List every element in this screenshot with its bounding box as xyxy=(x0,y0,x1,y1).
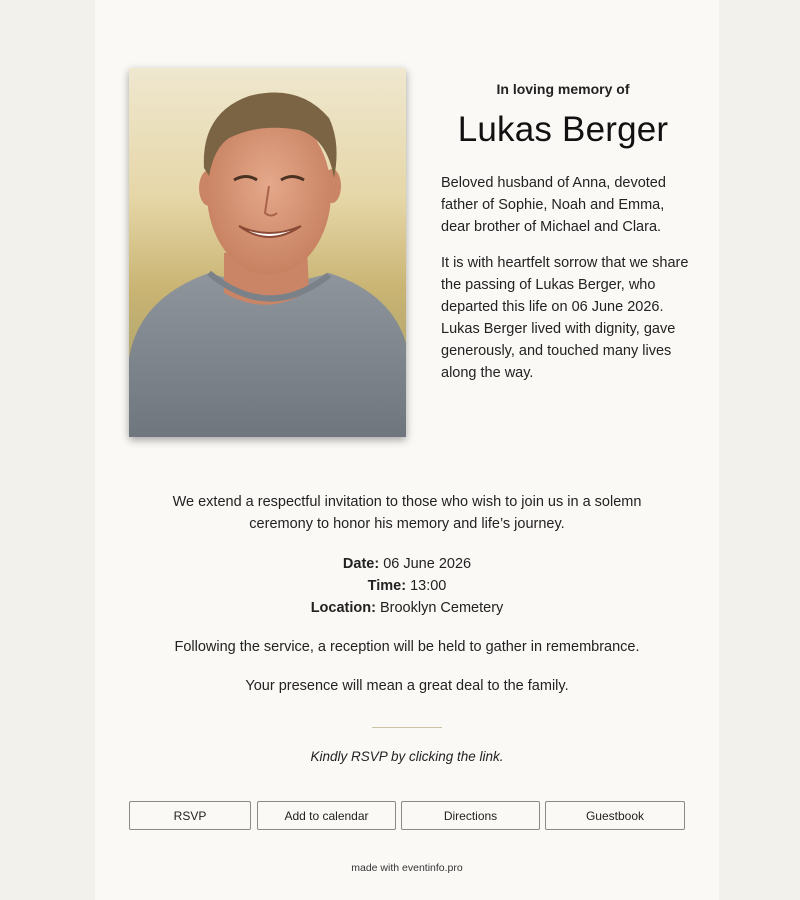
intro-text: In loving memory of xyxy=(496,81,630,97)
guestbook-button[interactable]: Guestbook xyxy=(545,801,685,830)
invitation-text xyxy=(95,491,719,535)
family-paragraph: Beloved husband of Anna, devoted father of Sophie, Noah and Emma, dear brother of Michael and Clara. xyxy=(441,175,666,235)
deceased-name: Lukas Berger xyxy=(457,110,669,149)
add-to-calendar-button[interactable]: Add to calendar xyxy=(257,801,396,830)
rsvp-note: Kindly RSVP by clicking the link. xyxy=(310,749,504,764)
time-row xyxy=(95,575,719,597)
footer-credit[interactable]: made with eventinfo.pro xyxy=(351,862,463,874)
time-label: Time: xyxy=(367,578,407,594)
location-label: Location: xyxy=(310,600,376,616)
rsvp-button[interactable]: RSVP xyxy=(129,801,251,830)
presence-text: Your presence will mean a great deal to the family. xyxy=(245,678,569,694)
date-row xyxy=(95,553,719,575)
announcement-paragraph: It is with heartfelt sorrow that we share the passing of Lukas Berger, who departed this life on 06 June 2026. Lukas Berger lived with dignity, gave generously, and touched many lives along the way. xyxy=(441,255,689,381)
date-label: Date: xyxy=(342,556,380,572)
divider xyxy=(372,727,442,728)
portrait-photo xyxy=(129,68,406,437)
event-details xyxy=(95,553,719,619)
action-buttons xyxy=(129,801,685,830)
invitation-line-2: ceremony to honor his memory and life’s journey. xyxy=(249,516,565,532)
reception-text: Following the service, a reception will be held to gather in remembrance. xyxy=(174,639,640,655)
header-column xyxy=(441,68,691,384)
time-value: 13:00 xyxy=(410,578,447,594)
location-value: Brooklyn Cemetery xyxy=(379,600,504,616)
portrait-image xyxy=(129,68,406,437)
date-value: 06 June 2026 xyxy=(383,556,472,572)
location-row xyxy=(95,597,719,619)
directions-button[interactable]: Directions xyxy=(401,801,540,830)
memorial-card xyxy=(95,0,719,900)
invitation-line-1: We extend a respectful invitation to those who wish to join us in a solemn xyxy=(172,494,642,510)
